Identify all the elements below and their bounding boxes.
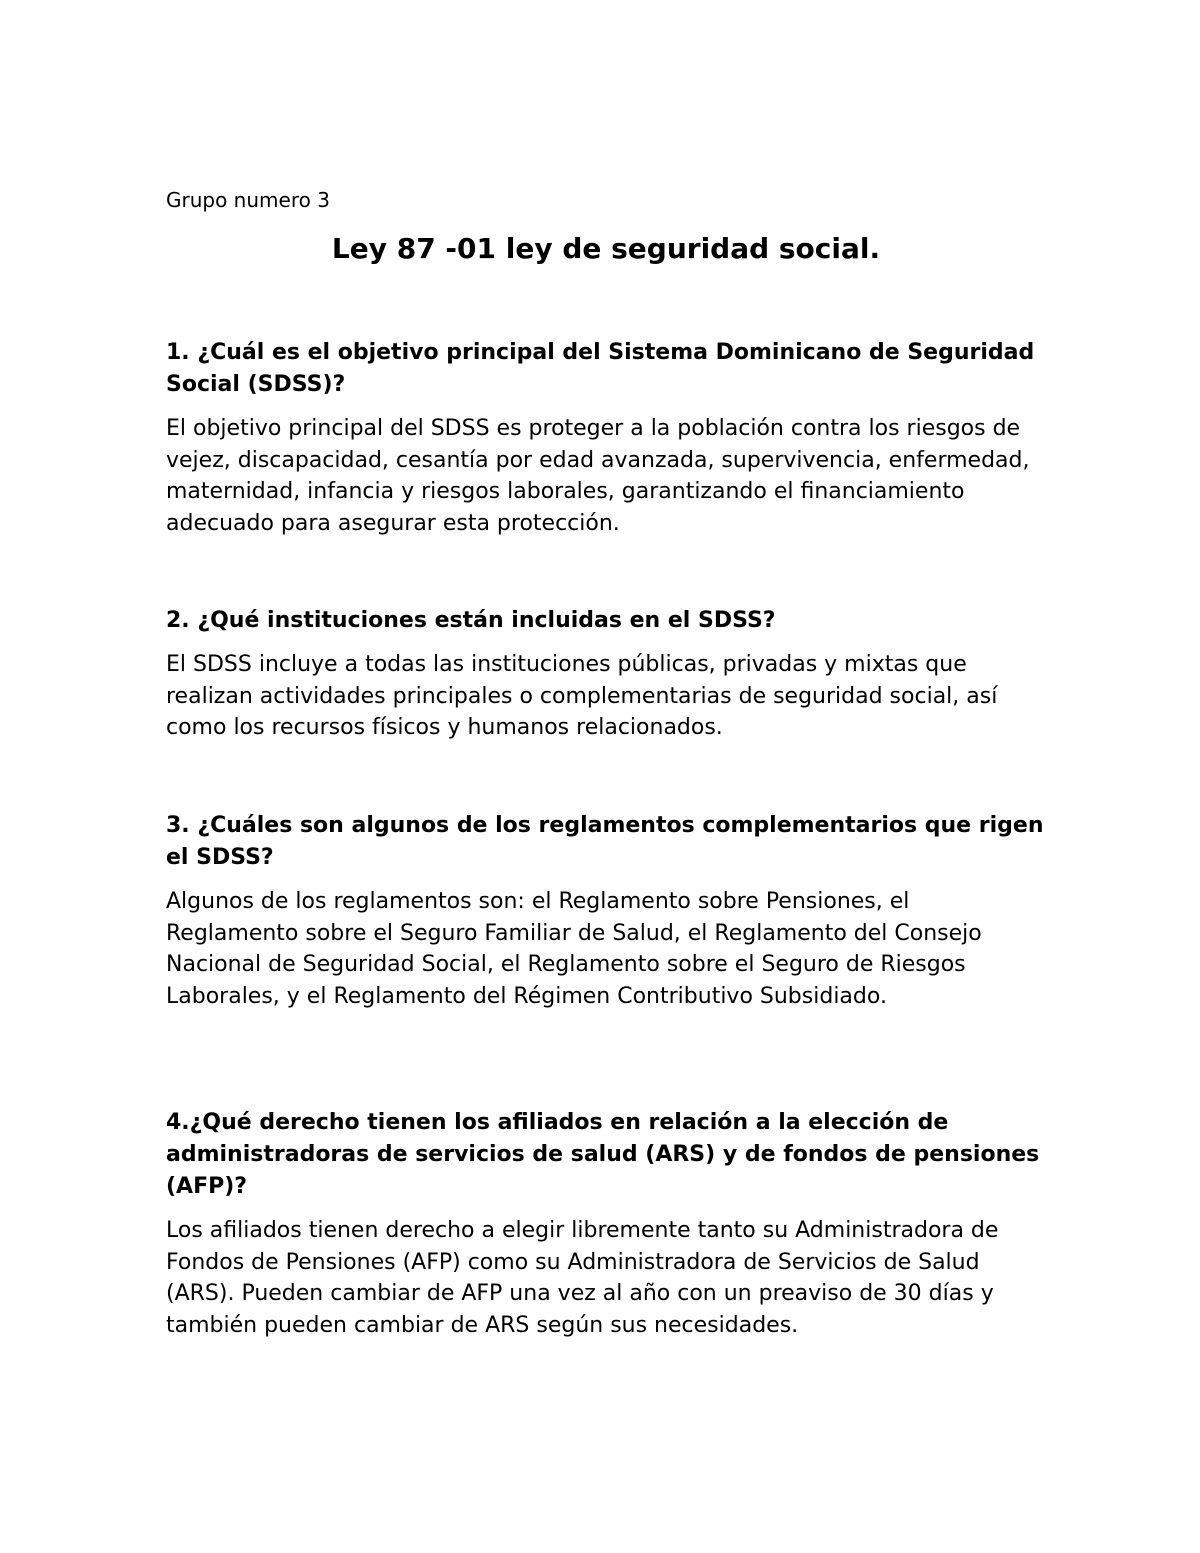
answer-3: Algunos de los reglamentos son: el Reglamento sobre Pensiones, el Reglamento sobre el Seguro Familiar de Salud, el Reglamento del Consejo Nacional de Seguridad Social, el Reglamento sobre el Seguro de Riesgos Laborales, y el Reglamento del Régimen Contributivo Subsidiado. — [166, 889, 982, 1009]
question-2: 2. ¿Qué instituciones están incluidas en el SDSS? — [166, 608, 776, 633]
qa-section-3 — [166, 810, 1046, 1012]
qa-section-4 — [166, 1107, 1046, 1341]
document-content — [166, 185, 1046, 1338]
qa-section-2 — [166, 605, 1046, 744]
answer-4: Los afiliados tienen derecho a elegir libremente tanto su Administradora de Fondos de Pensiones (AFP) como su Administradora de Servicios de Salud (ARS). Pueden cambiar de AFP una vez al año con un preaviso de 30 días y también pueden cambiar de ARS según sus necesidades. — [166, 1218, 999, 1338]
qa-section-1 — [166, 337, 1046, 539]
group-label: Grupo numero 3 — [166, 188, 330, 212]
document-title: Ley 87 -01 ley de seguridad social. — [331, 232, 881, 265]
question-3: 3. ¿Cuáles son algunos de los reglamentos complementarios que rigen el SDSS? — [166, 813, 1044, 870]
question-1: 1. ¿Cuál es el objetivo principal del Sistema Dominicano de Seguridad Social (SDSS)? — [166, 340, 1035, 397]
answer-1: El objetivo principal del SDSS es proteger a la población contra los riesgos de vejez, discapacidad, cesantía por edad avanzada, supervivencia, enfermedad, maternidad, infancia y riesgos laborales, garantizando el financiamiento adecuado para asegurar esta protección. — [166, 416, 1030, 536]
answer-2: El SDSS incluye a todas las instituciones públicas, privadas y mixtas que realizan actividades principales o complementarias de seguridad social, así como los recursos físicos y humanos relacionados. — [166, 652, 998, 740]
question-4: 4.¿Qué derecho tienen los afiliados en relación a la elección de administradoras de servicios de salud (ARS) y de fondos de pensiones (AFP)? — [166, 1110, 1040, 1199]
